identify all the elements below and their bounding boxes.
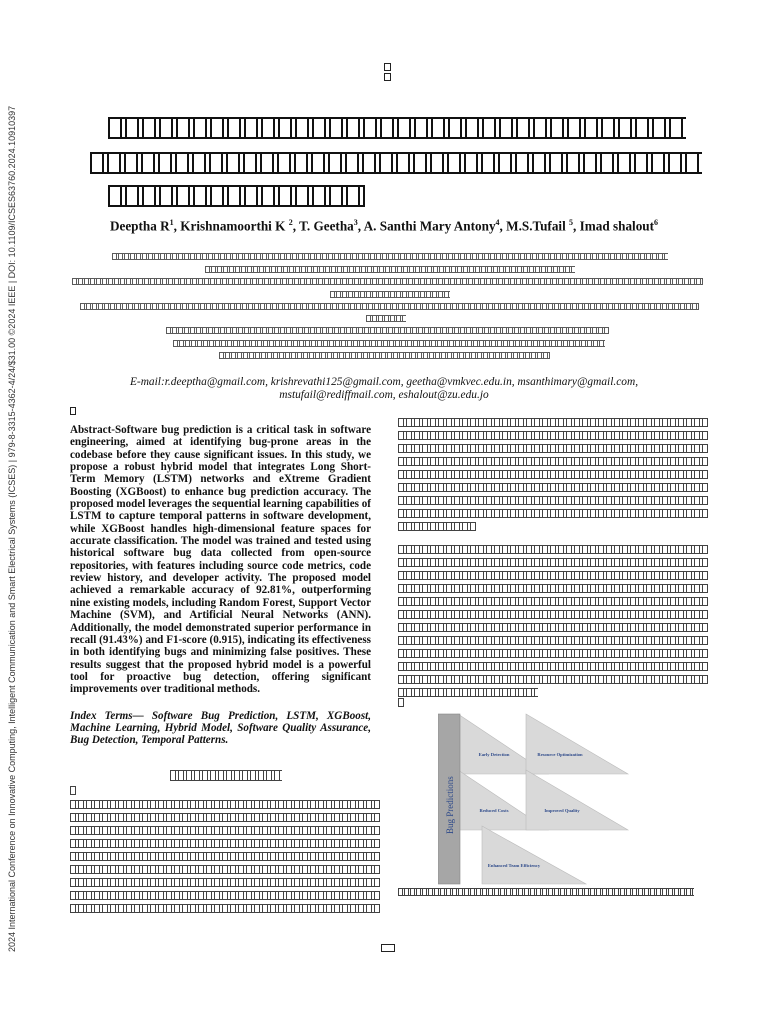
side-identifier: 2024 International Conference on Innovative Computing, Intelligent Communication and Smart Electrical Systems (ICSES) | 979-8-3315-4362-4/24/$31.00 ©2024 IEEE | DOI: 10.1109/ICSES63760.2024.10910397: [7, 105, 17, 952]
author-list: Deeptha $R^1$, Krishnamoorthi K $^2$, T. Geetha$^3$, A. Santhi Mary Antony$^4$, M.S.Tufail $^5$, Imad shalout$^6$: [109, 218, 659, 234]
email-line-1: E-mail:r.deeptha@gmail.com, krishrevathi125@gmail.com, geetha@vmkvec.edu.in, msanthimary@gmail.com,: [129, 376, 639, 388]
abstract-text: Abstract-Software bug prediction is a critical task in software engineering, aimed at identifying bug-prone areas in the codebase before they cause significant issues. In this study, we propose a robust hybrid model that integrates Long Short-Term Memory (LSTM) networks and eXtreme Gradient Boosting (XGBoost) to enhance bug prediction accuracy. The proposed model leverages the sequential learning capabilities of LSTM to capture temporal patterns in software development, while XGBoost handles high-dimensional feature spaces for accurate classification. The model was trained and tested using historical software bug data collected from open-source repositories, with features including source code metrics, code review history, and developer activity. The proposed model achieved a remarkable accuracy of 92.81%, outperforming nine existing models, including Random Forest, Support Vector Machine (SVM), and Artificial Neural Networks (ANN). Additionally, the model demonstrated superior performance in recall (91.43%) and F1-score (0.915), indicating its effectiveness in both identifying bugs and minimizing false positives. These results suggest that the proposed hybrid model is a powerful tool for proactive bug detection, offering significant improvements over traditional methods.: [70, 424, 371, 696]
triangle-resource-optimization: [526, 714, 628, 774]
figure-bug-prediction-benefits: [438, 708, 660, 886]
index-terms: Index Terms— Software Bug Prediction, LSTM, XGBoost, Machine Learning, Hybrid Model, Software Quality Assurance, Bug Detection, Temporal Patterns.: [70, 709, 371, 747]
figure-label-reduced-costs: Reduced Costs: [479, 808, 509, 813]
figure-label-early-detection: Early Detection: [478, 752, 510, 757]
figure-label-resource-optimization: Resource Optimization: [537, 752, 583, 757]
left-column: [70, 414, 371, 747]
figure-label-enhanced-team-efficiency: Enhanced Team Efficiency: [487, 863, 541, 868]
figure-svg: [438, 708, 660, 886]
figure-vertical-label: Bug Predictions: [445, 776, 455, 834]
figure-label-improved-quality: Improved Quality: [544, 808, 580, 813]
page-number: [381, 944, 395, 952]
triangle-improved-quality: [526, 770, 628, 830]
author-emails: [70, 376, 698, 402]
figure-caption: [398, 888, 694, 896]
email-line-2: mstufail@rediffmail.com, eshalout@zu.edu.jo: [279, 389, 489, 401]
header-glyph: [383, 62, 391, 83]
triangle-team-efficiency: [482, 826, 586, 884]
